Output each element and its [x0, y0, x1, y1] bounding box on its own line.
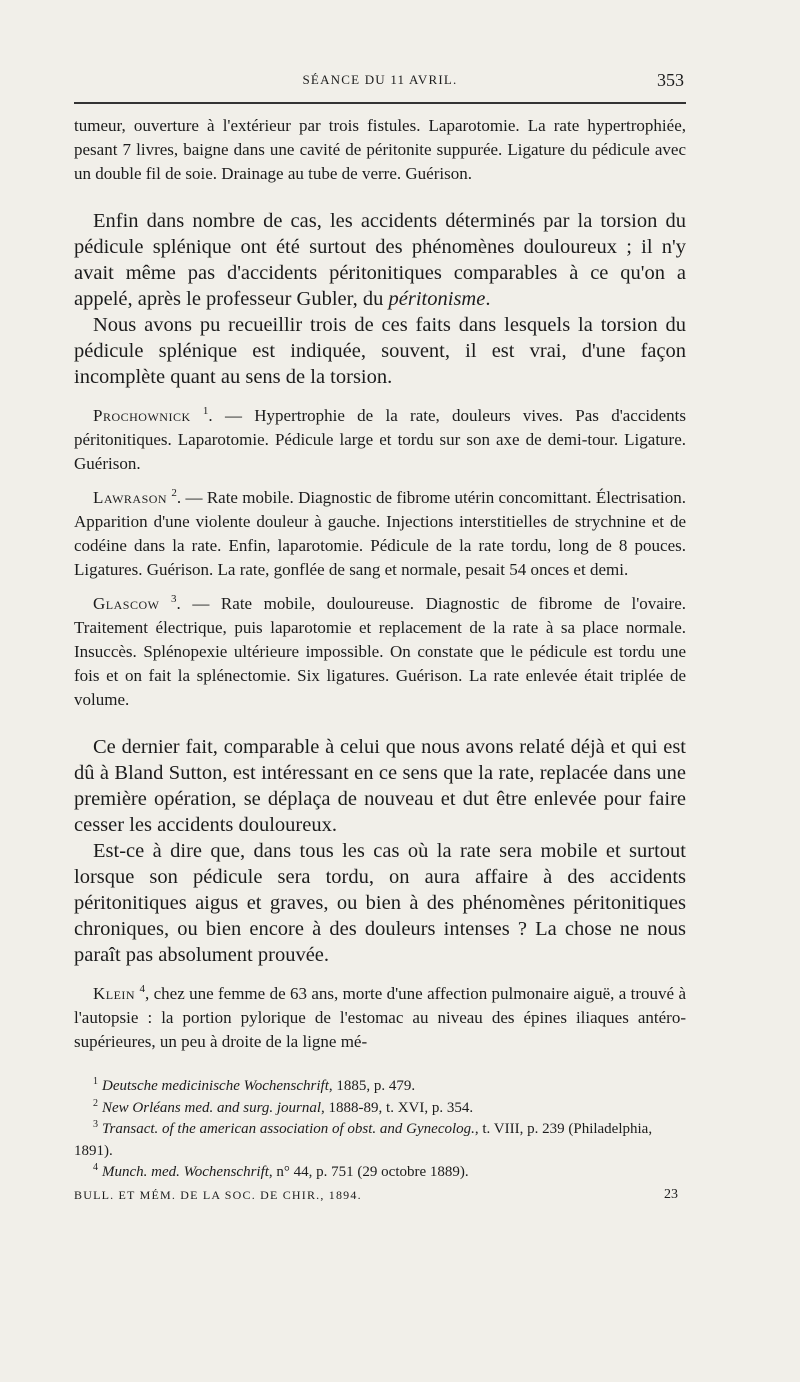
- paragraph-enfin-end: .: [485, 288, 491, 310]
- case-text: . — Rate mobile, douloureuse. Diagnostic de fibrome de l'ovaire. Traitement électrique, puis laparotomie et replacement de la rate à sa place normale. Insuccès. Splénopexie ultérieure impossible. On constate que le pédicule est tordu une fois et on fait la splénectomie. Six ligatures. Guérison. La rate enlevée était triplée de volume.: [74, 594, 686, 709]
- signature-number: 23: [664, 1186, 678, 1202]
- running-title: SÉANCE DU 11 AVRIL.: [302, 72, 458, 87]
- footnotes: [74, 1076, 686, 1184]
- case-author: Glascow: [93, 594, 160, 613]
- footnote-title: Deutsche medicinische Wochenschrift: [102, 1078, 329, 1094]
- paragraph-tumeur: tumeur, ouverture à l'extérieur par trois fistules. Laparotomie. La rate hypertrophiée, pesant 7 livres, baigne dans une cavité de péritonite suppurée. Ligature du pédicule avec un double fil de soie. Drainage au tube de verre. Guérison.: [74, 116, 686, 183]
- footnote-rest: , t. VIII, p. 239 (Philadelphia, 1891).: [74, 1121, 653, 1159]
- peritonisme-term: péritonisme: [388, 288, 486, 310]
- case-text: , chez une femme de 63 ans, morte d'une affection pulmonaire aiguë, a trouvé à l'autopsie : la portion pylorique de l'estomac au niveau des épines iliaques antéro-supérieures, un peu à droite de la ligne mé-: [74, 984, 687, 1051]
- case-prochownick: [74, 404, 686, 476]
- footnote-rest: , 1885, p. 479.: [328, 1078, 416, 1094]
- paragraph-enfin: [74, 208, 686, 312]
- case-lawrason: [74, 486, 686, 582]
- footnote-title: New Orléans med. and surg. journal: [102, 1099, 322, 1116]
- running-header: [74, 72, 686, 98]
- case-ref: 4: [139, 983, 145, 995]
- page-number: 353: [657, 70, 684, 90]
- footer-text: BULL. ET MÉM. DE LA SOC. DE CHIR., 1894.: [74, 1187, 362, 1202]
- paragraph-nous-avons: Nous avons pu recueillir trois de ces faits dans lesquels la torsion du pédicule splénique est indiquée, souvent, il est vrai, d'une façon incomplète quant au sens de la torsion.: [74, 314, 686, 388]
- footnote-rest: , 1888-89, t. XVI, p. 354.: [321, 1099, 474, 1116]
- case-klein: [74, 982, 686, 1054]
- case-ref: 1: [202, 405, 209, 417]
- case-author: Lawrason: [93, 488, 168, 507]
- header-rule: [74, 102, 686, 104]
- case-author: Prochownick: [93, 406, 191, 425]
- page: [74, 72, 686, 1208]
- footnote: [74, 1162, 686, 1184]
- case-text: . — Rate mobile. Diagnostic de fibrome utérin concomittant. Électrisation. Apparition d'une violente douleur à gauche. Injections interstitielles de strychnine et de codéine dans la rate. Enfin, laparotomie. Pédicule de la rate tordu, long de 8 pouces. Ligatures. Guérison. La rate, gonflée de sang et normale, pesait 54 onces et demi.: [74, 488, 687, 579]
- case-ref: 3: [171, 593, 177, 605]
- case-ref: 2: [171, 487, 177, 499]
- footnote-mark: 2: [93, 1097, 98, 1109]
- footnote: [74, 1098, 686, 1120]
- footnote-title: Munch. med. Wochenschrift: [102, 1164, 269, 1180]
- footnote: [74, 1119, 686, 1162]
- footnote-mark: 3: [93, 1119, 98, 1130]
- footnote-title: Transact. of the american association of obst. and Gynecolog.: [102, 1121, 475, 1137]
- case-author: Klein: [93, 984, 136, 1003]
- case-glascow: [74, 592, 686, 712]
- paragraph-enfin-text: Enfin dans nombre de cas, les accidents déterminés par la torsion du pédicule splénique ont été surtout des phénomènes douloureux ; il n'y avait même pas d'accidents péritonitiques comparables à ce qu'on a appelé, après le professeur Gubler, du: [74, 210, 686, 310]
- case-text: . — Hypertrophie de la rate, douleurs vives. Pas d'accidents péritonitiques. Laparotomie. Pédicule large et tordu sur son axe de demi-tour. Ligature. Guérison.: [74, 406, 687, 473]
- footnote-mark: 1: [93, 1076, 98, 1087]
- paragraph-est-ce: Est-ce à dire que, dans tous les cas où la rate sera mobile et surtout lorsque son pédicule sera tordu, on aura affaire à des accidents péritonitiques aigus et graves, ou bien à des phénomènes péritonitiques chroniques, ou bien encore à des douleurs intenses ? La chose ne nous paraît pas absolument prouvée.: [74, 840, 686, 966]
- page-footer: [74, 1188, 686, 1208]
- footnote-mark: 4: [93, 1162, 98, 1173]
- paragraph-ce-dernier: Ce dernier fait, comparable à celui que nous avons relaté déjà et qui est dû à Bland Sutton, est intéressant en ce sens que la rate, replacée dans une première opération, se déplaça de nouveau et dut être enlevée pour faire cesser les accidents douloureux.: [74, 736, 686, 836]
- footnote: [74, 1076, 686, 1098]
- footnote-rest: , n° 44, p. 751 (29 octobre 1889).: [268, 1164, 469, 1180]
